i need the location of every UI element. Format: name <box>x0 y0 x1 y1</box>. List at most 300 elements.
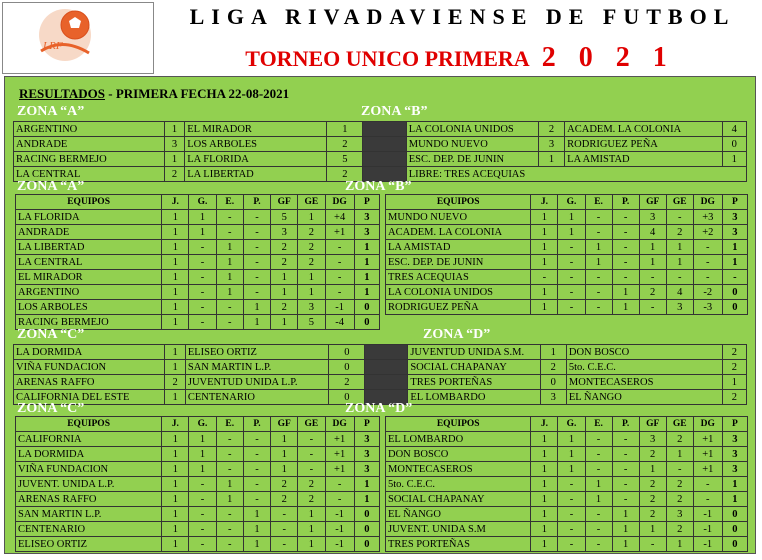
score-cell: 1 <box>164 152 185 167</box>
team-cell: JUVENTUD UNIDA S.M. <box>408 345 540 360</box>
team-cell: EL ÑANGO <box>566 390 722 405</box>
stat-cell: +4 <box>325 210 354 225</box>
column-header: P. <box>243 195 270 210</box>
page-title: LIGA RIVADAVIENSE DE FUTBOL <box>189 4 736 29</box>
score-cell: 2 <box>538 122 564 137</box>
stat-cell: - <box>243 240 270 255</box>
team-name: RODRIGUEZ PEÑA <box>386 300 531 315</box>
stat-cell: 1 <box>271 285 298 300</box>
stat-cell: 1 <box>243 507 270 522</box>
stat-cell: +1 <box>325 432 354 447</box>
points-cell: 0 <box>722 537 747 552</box>
stat-cell: 5 <box>298 315 325 330</box>
stat-cell: -1 <box>325 522 354 537</box>
results-heading-label: RESULTADOS <box>19 86 105 101</box>
results-heading-date: - PRIMERA FECHA 22-08-2021 <box>104 86 290 101</box>
team-name: ANDRADE <box>16 225 162 240</box>
stat-cell: - <box>585 462 612 477</box>
points-cell: 0 <box>722 300 747 315</box>
result-row <box>14 122 747 137</box>
stat-cell: - <box>558 300 585 315</box>
stat-cell: 1 <box>216 270 243 285</box>
stat-cell: 1 <box>298 522 325 537</box>
team-cell: VIÑA FUNDACION <box>14 360 165 375</box>
team-name: RACING BERMEJO <box>16 315 162 330</box>
column-header: P <box>354 417 379 432</box>
score-cell: 0 <box>540 375 566 390</box>
team-name: EL ÑANGO <box>386 507 531 522</box>
stat-cell: - <box>325 285 354 300</box>
team-name: 5to. C.E.C. <box>386 477 531 492</box>
stat-cell: - <box>558 285 585 300</box>
stat-cell: -1 <box>325 507 354 522</box>
standings-row <box>386 210 748 225</box>
stat-cell: 1 <box>298 210 325 225</box>
stat-cell: - <box>585 300 612 315</box>
team-name: TRES ACEQUIAS <box>386 270 531 285</box>
points-cell: 3 <box>354 462 379 477</box>
team-cell: SOCIAL CHAPANAY <box>408 360 540 375</box>
standings-row <box>16 507 380 522</box>
stat-cell: - <box>243 270 270 285</box>
zone-d-standings-label: ZONA “D” <box>345 401 413 416</box>
team-cell: LA LIBERTAD <box>185 167 327 182</box>
stat-cell: 1 <box>558 225 585 240</box>
team-cell: 5to. C.E.C. <box>566 360 722 375</box>
stat-cell: - <box>325 240 354 255</box>
stat-cell: 1 <box>271 462 298 477</box>
points-cell: 1 <box>354 285 379 300</box>
stat-cell: - <box>243 462 270 477</box>
score-cell: 1 <box>538 152 564 167</box>
stat-cell: - <box>558 492 585 507</box>
separator-cell <box>363 137 406 152</box>
stat-cell: - <box>585 447 612 462</box>
column-header: P <box>722 417 747 432</box>
stat-cell: 1 <box>531 492 558 507</box>
stat-cell: - <box>558 255 585 270</box>
column-header: GF <box>271 417 298 432</box>
stat-cell: - <box>612 432 639 447</box>
stat-cell: 1 <box>162 315 189 330</box>
stat-cell: - <box>639 300 666 315</box>
stat-cell: - <box>325 255 354 270</box>
column-header: E. <box>216 417 243 432</box>
stat-cell: - <box>189 522 216 537</box>
team-cell: CALIFORNIA DEL ESTE <box>14 390 165 405</box>
standings-row <box>16 462 380 477</box>
standings-row <box>16 300 380 315</box>
team-cell: LOS ARBOLES <box>185 137 327 152</box>
stat-cell: 3 <box>639 432 666 447</box>
stat-cell: 1 <box>162 240 189 255</box>
stat-cell: - <box>612 492 639 507</box>
column-header: P. <box>612 417 639 432</box>
stat-cell: 1 <box>531 432 558 447</box>
team-cell: LA FLORIDA <box>185 152 327 167</box>
column-header: E. <box>585 195 612 210</box>
team-cell: MONTECASEROS <box>566 375 722 390</box>
column-header: P. <box>243 417 270 432</box>
points-cell: 0 <box>354 537 379 552</box>
standings-table-d <box>385 416 748 552</box>
team-cell: MUNDO NUEVO <box>406 137 538 152</box>
column-header: GE <box>666 195 693 210</box>
stat-cell: - <box>243 492 270 507</box>
stat-cell: 2 <box>666 432 693 447</box>
team-name: ELISEO ORTIZ <box>16 537 162 552</box>
stat-cell: +1 <box>693 432 722 447</box>
stat-cell: 1 <box>189 447 216 462</box>
standings-row <box>386 255 748 270</box>
stat-cell: 1 <box>271 315 298 330</box>
stat-cell: - <box>216 315 243 330</box>
stat-cell: 2 <box>639 285 666 300</box>
stat-cell: 1 <box>271 432 298 447</box>
score-cell: 3 <box>538 137 564 152</box>
team-cell: ANDRADE <box>14 137 165 152</box>
stat-cell: 1 <box>585 477 612 492</box>
column-header: J. <box>162 417 189 432</box>
standings-table-b <box>385 194 748 315</box>
stat-cell: - <box>243 285 270 300</box>
stat-cell: - <box>325 477 354 492</box>
score-cell: 5 <box>327 152 363 167</box>
column-header: DG <box>693 195 722 210</box>
stat-cell: -4 <box>325 315 354 330</box>
standings-table-a <box>15 194 380 330</box>
stat-cell: - <box>585 522 612 537</box>
stat-cell: 3 <box>271 225 298 240</box>
stat-cell: 2 <box>639 477 666 492</box>
stat-cell: 5 <box>271 210 298 225</box>
column-header: G. <box>189 195 216 210</box>
stat-cell: 1 <box>531 507 558 522</box>
stat-cell: - <box>298 447 325 462</box>
logo-box <box>2 2 154 74</box>
score-cell: 1 <box>165 345 185 360</box>
team-name: ARGENTINO <box>16 285 162 300</box>
results-table-ab <box>13 121 747 182</box>
team-name: SOCIAL CHAPANAY <box>386 492 531 507</box>
stat-cell: 1 <box>531 477 558 492</box>
page-header <box>0 0 762 74</box>
stat-cell: - <box>693 240 722 255</box>
score-cell: 2 <box>165 375 185 390</box>
points-cell: 3 <box>354 225 379 240</box>
stat-cell: - <box>189 477 216 492</box>
stat-cell: - <box>271 507 298 522</box>
stat-cell: 1 <box>666 447 693 462</box>
standings-row <box>16 477 380 492</box>
stat-cell: - <box>243 210 270 225</box>
stat-cell: +1 <box>325 447 354 462</box>
score-cell: 0 <box>329 390 365 405</box>
stat-cell: - <box>189 300 216 315</box>
column-header: G. <box>558 195 585 210</box>
team-cell: LA AMISTAD <box>565 152 722 167</box>
column-header: J. <box>162 195 189 210</box>
standings-header-row <box>16 195 380 210</box>
points-cell: 1 <box>354 255 379 270</box>
standings-header-row <box>386 417 748 432</box>
year-text: 2 0 2 1 <box>541 42 675 73</box>
standings-header-row <box>386 195 748 210</box>
stat-cell: - <box>612 462 639 477</box>
standings-row <box>16 447 380 462</box>
team-name: LA AMISTAD <box>386 240 531 255</box>
stat-cell: 1 <box>639 255 666 270</box>
stat-cell: - <box>216 507 243 522</box>
stat-cell: - <box>216 522 243 537</box>
stat-cell: 1 <box>531 255 558 270</box>
stat-cell: - <box>216 447 243 462</box>
score-cell: 3 <box>164 137 185 152</box>
stat-cell: - <box>666 462 693 477</box>
standings-row <box>16 492 380 507</box>
stat-cell: - <box>612 225 639 240</box>
stat-cell: 1 <box>612 300 639 315</box>
stat-cell: +3 <box>693 210 722 225</box>
stat-cell: 2 <box>271 477 298 492</box>
results-table-cd <box>13 344 747 405</box>
column-header: GE <box>298 195 325 210</box>
stat-cell: - <box>639 270 666 285</box>
stat-cell: 2 <box>271 492 298 507</box>
stat-cell: +2 <box>693 225 722 240</box>
stat-cell: 1 <box>216 255 243 270</box>
stat-cell: - <box>612 240 639 255</box>
stat-cell: - <box>693 477 722 492</box>
team-name: MUNDO NUEVO <box>386 210 531 225</box>
stat-cell: 1 <box>162 537 189 552</box>
stat-cell: 2 <box>271 240 298 255</box>
column-header: EQUIPOS <box>16 417 162 432</box>
score-cell: 2 <box>722 390 746 405</box>
column-header: EQUIPOS <box>386 417 531 432</box>
column-header: DG <box>325 195 354 210</box>
stat-cell: 1 <box>612 522 639 537</box>
team-cell: RACING BERMEJO <box>14 152 165 167</box>
stat-cell: - <box>243 225 270 240</box>
stat-cell: 2 <box>666 492 693 507</box>
svg-text:LRF: LRF <box>43 40 63 52</box>
result-row <box>14 137 747 152</box>
stat-cell: 1 <box>216 285 243 300</box>
stat-cell: 1 <box>585 240 612 255</box>
stat-cell: 1 <box>162 225 189 240</box>
stat-cell: 1 <box>162 522 189 537</box>
team-cell: ACADEM. LA COLONIA <box>565 122 722 137</box>
column-header: EQUIPOS <box>386 195 531 210</box>
points-cell: - <box>722 270 747 285</box>
zone-a-standings-label: ZONA “A” <box>17 179 85 194</box>
zone-c-standings-label: ZONA “C” <box>17 401 85 416</box>
team-name: LA COLONIA UNIDOS <box>386 285 531 300</box>
standings-row <box>16 255 380 270</box>
stat-cell: 1 <box>298 270 325 285</box>
stat-cell: - <box>216 210 243 225</box>
zone-d-label: ZONA “D” <box>423 327 491 342</box>
separator-cell <box>365 345 408 360</box>
standings-row <box>16 432 380 447</box>
stat-cell: - <box>612 270 639 285</box>
stat-cell: - <box>558 270 585 285</box>
stat-cell: -1 <box>325 300 354 315</box>
score-cell: 2 <box>329 375 365 390</box>
score-cell: 4 <box>722 122 746 137</box>
stat-cell: - <box>216 537 243 552</box>
stat-cell: +1 <box>325 225 354 240</box>
score-cell: 2 <box>327 137 363 152</box>
stat-cell: 1 <box>558 432 585 447</box>
points-cell: 0 <box>722 285 747 300</box>
points-cell: 0 <box>354 507 379 522</box>
zone-b-standings-label: ZONA “B” <box>345 179 412 194</box>
stat-cell: - <box>558 507 585 522</box>
stat-cell: 1 <box>531 522 558 537</box>
stat-cell: 1 <box>558 462 585 477</box>
stat-cell: 1 <box>162 492 189 507</box>
column-header: J. <box>531 417 558 432</box>
stat-cell: - <box>189 255 216 270</box>
column-header: GF <box>271 195 298 210</box>
stat-cell: - <box>585 432 612 447</box>
stat-cell: 1 <box>271 270 298 285</box>
score-cell: 1 <box>165 360 185 375</box>
column-header: P <box>354 195 379 210</box>
result-row <box>14 360 747 375</box>
stat-cell: - <box>585 225 612 240</box>
points-cell: 1 <box>354 477 379 492</box>
stat-cell: 3 <box>298 300 325 315</box>
stat-cell: 1 <box>162 300 189 315</box>
stat-cell: -3 <box>693 300 722 315</box>
stat-cell: 1 <box>531 462 558 477</box>
standings-row <box>386 432 748 447</box>
stat-cell: 4 <box>639 225 666 240</box>
stat-cell: 1 <box>162 255 189 270</box>
stat-cell: 1 <box>639 240 666 255</box>
points-cell: 3 <box>354 210 379 225</box>
stat-cell: - <box>189 285 216 300</box>
points-cell: 1 <box>354 492 379 507</box>
team-cell: EL MIRADOR <box>185 122 327 137</box>
stat-cell: 2 <box>271 255 298 270</box>
zone-a-label: ZONA “A” <box>17 104 85 119</box>
stat-cell: - <box>693 492 722 507</box>
stat-cell: - <box>585 270 612 285</box>
team-cell: LA DORMIDA <box>14 345 165 360</box>
stat-cell: 1 <box>243 300 270 315</box>
standings-row <box>386 240 748 255</box>
separator-cell <box>365 375 408 390</box>
stat-cell: - <box>243 255 270 270</box>
score-cell: 0 <box>329 345 365 360</box>
stat-cell: -1 <box>693 537 722 552</box>
stat-cell: 3 <box>666 507 693 522</box>
team-cell: EL LOMBARDO <box>408 390 540 405</box>
column-header: GE <box>298 417 325 432</box>
stat-cell: - <box>558 522 585 537</box>
team-name: EL LOMBARDO <box>386 432 531 447</box>
stat-cell: 1 <box>639 522 666 537</box>
team-cell: CENTENARIO <box>185 390 329 405</box>
stat-cell: - <box>585 507 612 522</box>
points-cell: 0 <box>354 522 379 537</box>
stat-cell: - <box>216 432 243 447</box>
stat-cell: 2 <box>666 477 693 492</box>
standings-row <box>16 210 380 225</box>
points-cell: 0 <box>354 300 379 315</box>
points-cell: 1 <box>722 255 747 270</box>
stat-cell: +1 <box>325 462 354 477</box>
points-cell: 1 <box>722 477 747 492</box>
stat-cell: - <box>189 240 216 255</box>
standings-row <box>16 285 380 300</box>
stat-cell: - <box>666 270 693 285</box>
standings-row <box>16 522 380 537</box>
score-cell: 2 <box>164 167 185 182</box>
standings-row <box>386 270 748 285</box>
standings-row <box>386 225 748 240</box>
stat-cell: 1 <box>162 477 189 492</box>
stat-cell: 1 <box>243 315 270 330</box>
standings-row <box>386 285 748 300</box>
stat-cell: 1 <box>298 285 325 300</box>
stat-cell: +1 <box>693 462 722 477</box>
stat-cell: +1 <box>693 447 722 462</box>
stat-cell: 1 <box>612 285 639 300</box>
stat-cell: 1 <box>531 447 558 462</box>
stat-cell: - <box>531 270 558 285</box>
stat-cell: - <box>298 432 325 447</box>
team-cell: RODRIGUEZ PEÑA <box>565 137 722 152</box>
score-cell: 1 <box>164 122 185 137</box>
stat-cell: - <box>585 210 612 225</box>
team-name: TRES PORTEÑAS <box>386 537 531 552</box>
team-name: LA CENTRAL <box>16 255 162 270</box>
score-cell: 1 <box>540 345 566 360</box>
points-cell: 3 <box>722 225 747 240</box>
score-cell: 1 <box>327 122 363 137</box>
stat-cell: - <box>271 537 298 552</box>
stat-cell: - <box>693 255 722 270</box>
team-cell: LA COLONIA UNIDOS <box>406 122 538 137</box>
zone-c-label: ZONA “C” <box>17 327 85 342</box>
stat-cell: 1 <box>162 507 189 522</box>
points-cell: 1 <box>722 492 747 507</box>
stat-cell: 1 <box>189 432 216 447</box>
score-cell: 2 <box>722 360 746 375</box>
stat-cell: 1 <box>216 492 243 507</box>
points-cell: 0 <box>722 522 747 537</box>
column-header: G. <box>189 417 216 432</box>
stat-cell: - <box>189 537 216 552</box>
stat-cell: 2 <box>666 225 693 240</box>
points-cell: 0 <box>354 315 379 330</box>
stat-cell: 1 <box>531 225 558 240</box>
team-name: VIÑA FUNDACION <box>16 462 162 477</box>
standings-row <box>386 447 748 462</box>
column-header: E. <box>216 195 243 210</box>
stat-cell: 1 <box>639 462 666 477</box>
points-cell: 3 <box>722 447 747 462</box>
stat-cell: 1 <box>531 300 558 315</box>
standings-header-row <box>16 417 380 432</box>
stat-cell: - <box>612 477 639 492</box>
team-cell: ELISEO ORTIZ <box>185 345 329 360</box>
